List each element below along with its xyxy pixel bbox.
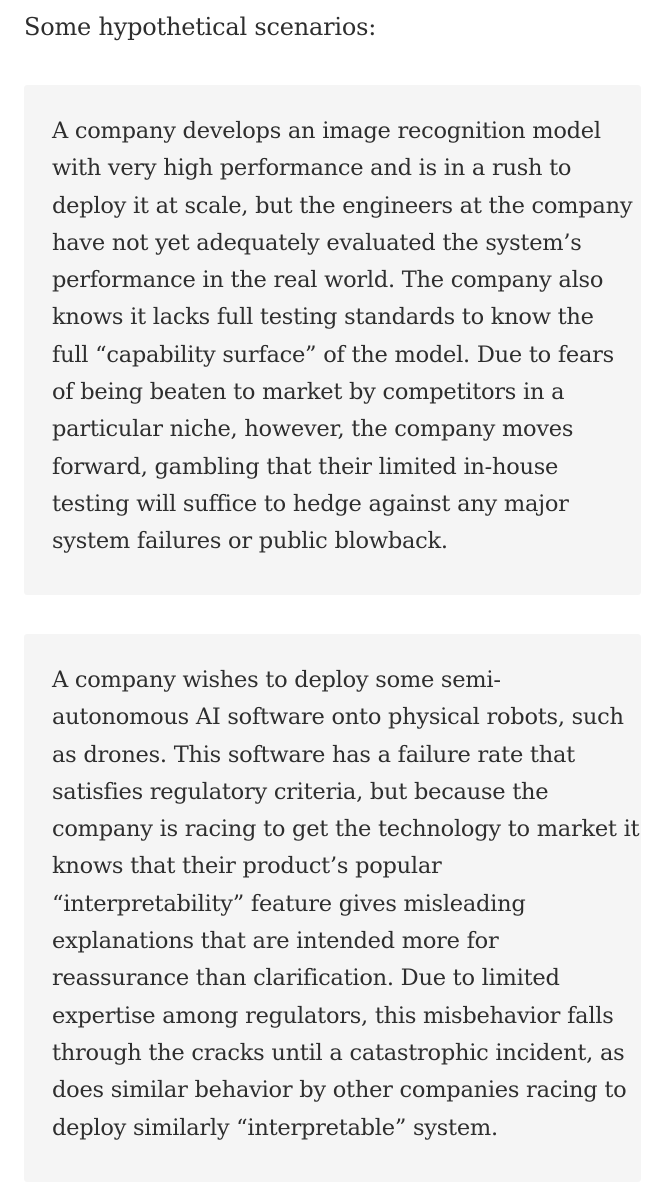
scenario-1-line: with very high performance and is in a rush to xyxy=(52,155,572,182)
scenario-block-2 xyxy=(24,634,641,1182)
scenario-2-line: autonomous AI software onto physical robots, such xyxy=(52,704,624,731)
scenario-1-text xyxy=(52,85,641,561)
scenario-1-line: forward, gambling that their limited in-house xyxy=(52,453,559,480)
scenario-1-line: have not yet adequately evaluated the system’s xyxy=(52,229,582,256)
scenario-2-text xyxy=(52,634,641,1147)
scenario-1-line: particular niche, however, the company moves xyxy=(52,416,574,443)
scenario-2-line: expertise among regulators, this misbehavior falls xyxy=(52,1002,614,1029)
scenario-1-line: A company develops an image recognition model xyxy=(52,118,601,144)
scenario-2-line: explanations that are intended more for xyxy=(52,928,499,955)
intro-heading: Some hypothetical scenarios: xyxy=(24,13,377,41)
scenario-2-line: A company wishes to deploy some semi- xyxy=(52,667,501,693)
scenario-2-line: reassurance than clarification. Due to limited xyxy=(52,965,560,992)
scenario-1-line: deploy it at scale, but the engineers at the company xyxy=(52,192,633,219)
scenario-2-line: as drones. This software has a failure rate that xyxy=(52,741,575,768)
scenario-block-1 xyxy=(24,85,641,595)
scenario-2-line: company is racing to get the technology to market it xyxy=(52,816,640,843)
scenario-2-line: through the cracks until a catastrophic incident, as xyxy=(52,1039,625,1066)
scenario-2-line: satisfies regulatory criteria, but because the xyxy=(52,778,549,805)
scenario-2-line: does similar behavior by other companies racing to xyxy=(52,1077,627,1104)
scenario-1-line: performance in the real world. The company also xyxy=(52,267,604,294)
scenario-1-line: knows it lacks full testing standards to know the xyxy=(52,304,594,331)
scenario-1-line: full “capability surface” of the model. Due to fears xyxy=(52,341,614,368)
scenario-1-line: testing will suffice to hedge against any major xyxy=(52,490,569,517)
scenario-2-line: “interpretability” feature gives misleading xyxy=(52,890,526,917)
scenario-1-line: system failures or public blowback. xyxy=(52,528,448,555)
scenario-2-line: deploy similarly “interpretable” system. xyxy=(52,1114,498,1141)
scenario-2-line: knows that their product’s popular xyxy=(52,853,442,880)
scenario-1-line: of being beaten to market by competitors in a xyxy=(52,379,565,406)
